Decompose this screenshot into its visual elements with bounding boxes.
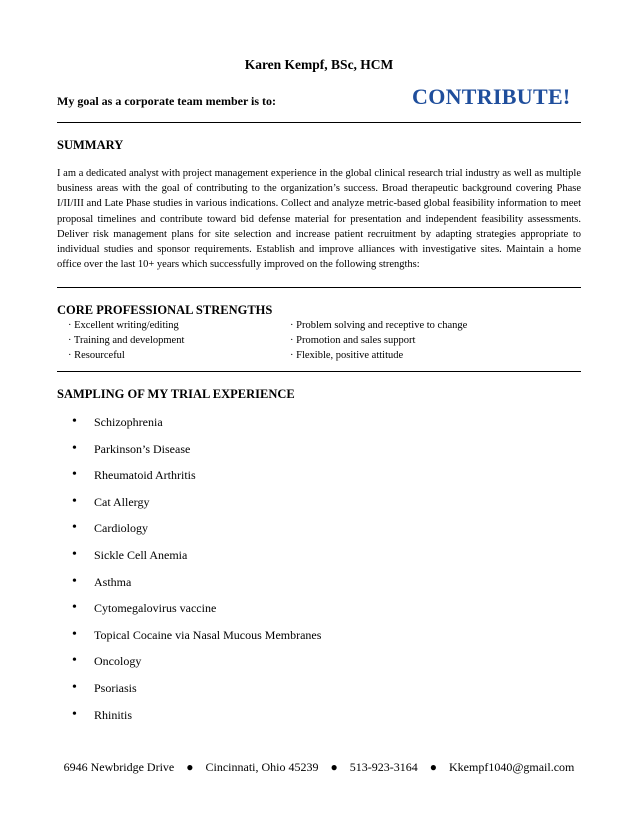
strength-item: · Flexible, positive attitude [290, 350, 404, 361]
separator-dot-icon: ● [330, 760, 338, 774]
bullet-icon: • [72, 653, 77, 669]
list-item [72, 628, 321, 655]
trial-label: Parkinson’s Disease [94, 441, 191, 456]
bullet-icon: • [72, 546, 77, 562]
city: Cincinnati, Ohio 45239 [205, 760, 319, 774]
trial-label: Schizophrenia [94, 415, 163, 429]
trial-label: Topical Cocaine via Nasal Mucous Membranes [94, 627, 322, 642]
list-item [72, 521, 321, 548]
separator-dot-icon: ● [186, 760, 194, 774]
address: 6946 Newbridge Drive [63, 760, 175, 774]
phone: 513-923-3164 [349, 760, 418, 774]
goal-highlight: CONTRIBUTE! [412, 84, 571, 109]
divider [57, 287, 581, 288]
list-item [72, 575, 321, 602]
contact-footer [0, 760, 638, 775]
divider [57, 122, 581, 123]
list-item [72, 495, 321, 522]
list-item [72, 654, 321, 681]
strength-item: · Training and development [68, 335, 185, 346]
trial-label: Asthma [94, 574, 132, 589]
bullet-icon: • [72, 626, 77, 642]
list-item [72, 548, 321, 575]
trials-heading: SAMPLING OF MY TRIAL EXPERIENCE [57, 387, 295, 401]
bullet-icon: • [72, 520, 77, 536]
resume-name: Karen Kempf, BSc, HCM [244, 57, 394, 72]
bullet-icon: • [72, 573, 77, 589]
trial-label: Rhinitis [94, 707, 133, 722]
bullet-icon: • [72, 600, 77, 616]
trial-label: Cardiology [94, 521, 148, 536]
trial-label: Psoriasis [94, 680, 137, 695]
trial-label: Cytomegalovirus vaccine [94, 601, 217, 616]
summary-heading: SUMMARY [57, 138, 124, 152]
strengths-column-left [68, 318, 298, 363]
bullet-icon: • [72, 467, 77, 483]
list-item [72, 415, 321, 442]
goal-row [57, 84, 581, 114]
goal-statement: My goal as a corporate team member is to: [57, 94, 277, 108]
list-item [72, 708, 321, 735]
separator-dot-icon: ● [429, 760, 437, 774]
strength-item: · Excellent writing/editing [68, 320, 179, 331]
bullet-icon: • [72, 414, 77, 429]
trial-label: Sickle Cell Anemia [94, 547, 188, 562]
trial-list [72, 415, 321, 734]
trial-label: Oncology [94, 654, 142, 669]
list-item [72, 442, 321, 469]
list-item [72, 601, 321, 628]
bullet-icon: • [72, 706, 77, 722]
strengths-column-right [290, 318, 520, 363]
bullet-icon: • [72, 493, 77, 509]
divider [57, 371, 581, 372]
strength-item: · Problem solving and receptive to change [290, 320, 468, 331]
email: Kkempf1040@gmail.com [449, 760, 575, 774]
strength-item: · Promotion and sales support [290, 335, 416, 346]
trial-label: Rheumatoid Arthritis [94, 468, 196, 483]
strengths-heading: CORE PROFESSIONAL STRENGTHS [57, 303, 273, 317]
trial-label: Cat Allergy [94, 494, 150, 509]
bullet-icon: • [72, 679, 77, 695]
bullet-icon: • [72, 440, 77, 456]
list-item [72, 468, 321, 495]
strength-item: · Resourceful [68, 350, 125, 361]
list-item [72, 681, 321, 708]
summary-paragraph: I am a dedicated analyst with project management experience in the global clinical research trial industry as well as multiple business areas with the goal of contributing to the organization’s success. Broad therapeutic background covering Phase I/II/III and Late Phase studies in various indications. Collect and analyze metric-based global feasibility information to meet proposal timelines and contribute toward bid defense material for presentation and independent feasibility assessments. Deliver risk management plans for site selection and increase patient recruitment by adapting strategies appropriate to individual studies and sponsor requirements. Establish and improve alliances with investigative sites. Maintain a home office over the last 10+ years which successfully improved on the following strengths: [57, 168, 581, 271]
